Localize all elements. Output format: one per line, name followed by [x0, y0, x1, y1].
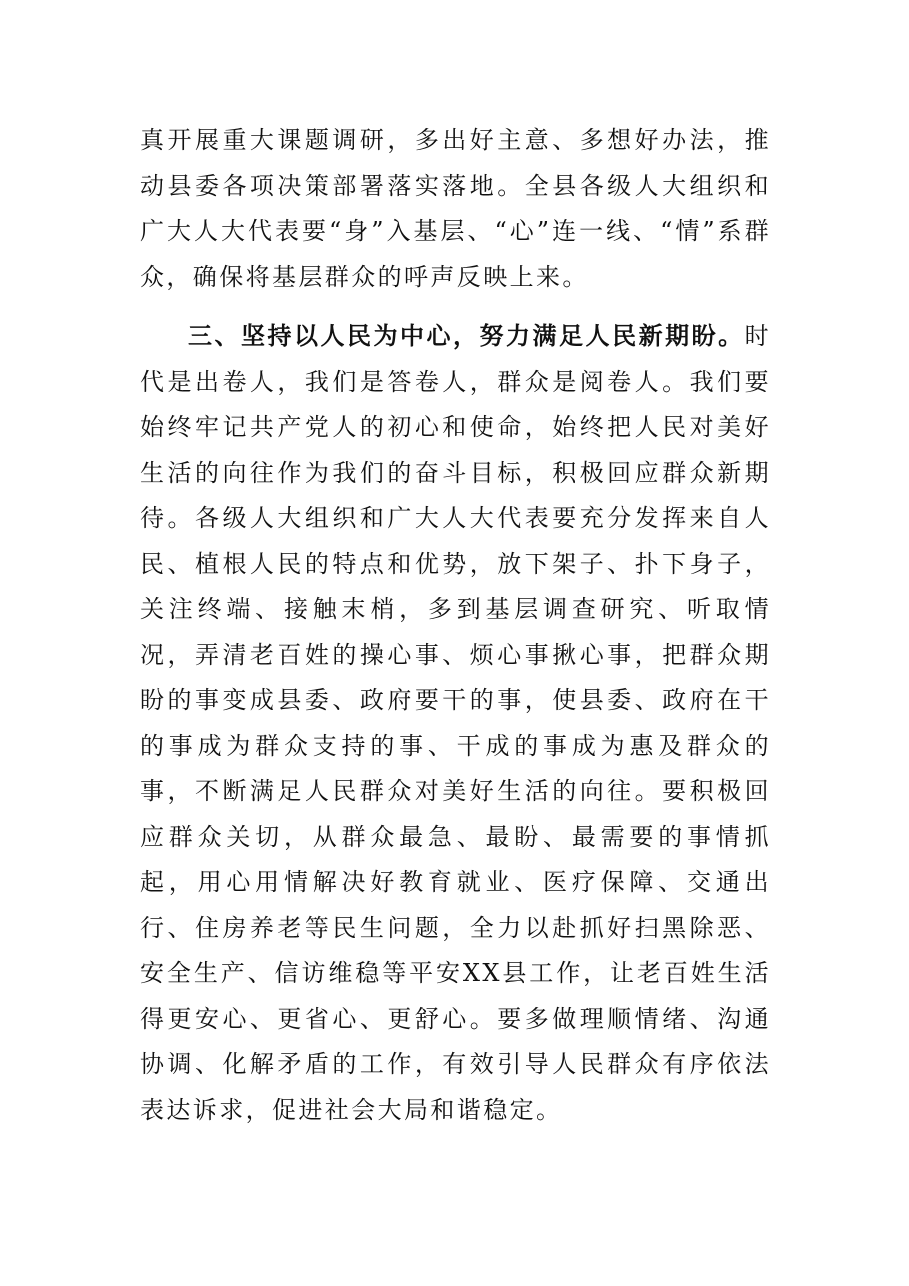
- section-heading: 三、坚持以人民为中心，努力满足人民新期盼。: [188, 322, 745, 350]
- paragraph-section-three: [140, 314, 771, 1133]
- document-body: [140, 118, 771, 1133]
- paragraph-continuation: 真开展重大课题调研，多出好主意、多想好办法，推动县委各项决策部署落实落地。全县各级人大组织和广大人大代表要“身”入基层、“心”连一线、“情”系群众，确保将基层群众的呼声反映上来。: [140, 126, 771, 291]
- section-body: 时代是出卷人，我们是答卷人，群众是阅卷人。我们要始终牢记共产党人的初心和使命，始终把人民对美好生活的向往作为我们的奋斗目标，积极回应群众新期待。各级人大组织和广大人大代表要充分发挥来自人民、植根人民的特点和优势，放下架子、扑下身子，关注终端、接触末梢，多到基层调查研究、听取情况，弄清老百姓的操心事、烦心事揪心事，把群众期盼的事变成县委、政府要干的事，使县委、政府在干的事成为群众支持的事、干成的事成为惠及群众的事，不断满足人民群众对美好生活的向往。要积极回应群众关切，从群众最急、最盼、最需要的事情抓起，用心用情解决好教育就业、医疗保障、交通出行、住房养老等民生问题，全力以赴抓好扫黑除恶、安全生产、信访维稳等平安XX县工作，让老百姓生活得更安心、更省心、更舒心。要多做理顺情绪、沟通协调、化解矛盾的工作，有效引导人民群众有序依法表达诉求，促进社会大局和谐稳定。: [140, 322, 771, 1124]
